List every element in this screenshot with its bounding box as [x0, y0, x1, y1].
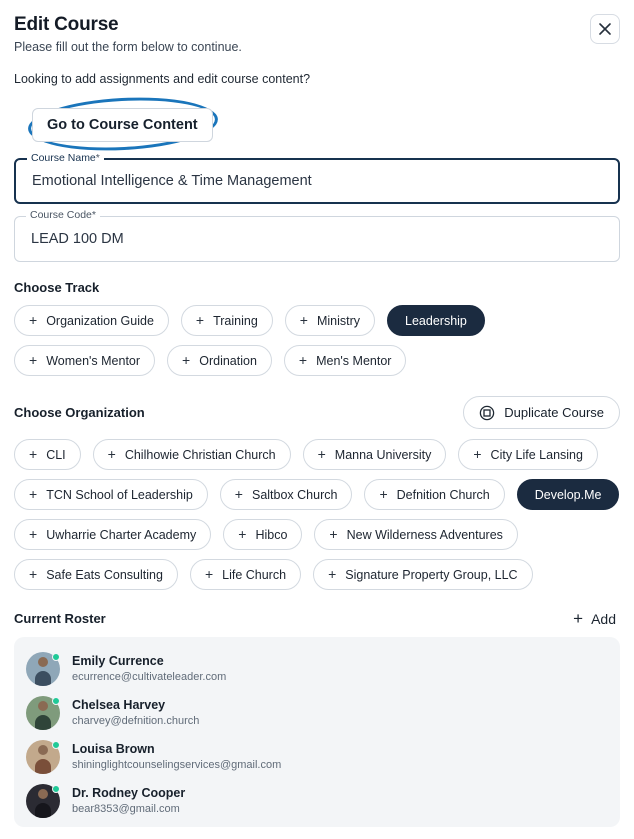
organization-chip[interactable]: [14, 559, 178, 590]
track-chip-label: Organization Guide: [46, 313, 154, 328]
page-subtitle: Please fill out the form below to continue.: [14, 40, 242, 54]
plus-icon: +: [298, 352, 308, 368]
course-content-prompt: Looking to add assignments and edit course content?: [14, 72, 311, 86]
roster-member-info: [72, 654, 226, 684]
plus-icon: +: [29, 352, 38, 368]
roster-member-email: charvey@defnition.church: [72, 714, 200, 727]
roster-member-info: [72, 786, 185, 816]
track-chip-label: Ministry: [316, 313, 361, 328]
plus-icon: +: [204, 566, 214, 582]
current-roster-heading: Current Roster: [14, 611, 106, 626]
duplicate-icon: [479, 405, 495, 421]
organization-chip-label: TCN School of Leadership: [46, 487, 193, 502]
track-chip[interactable]: [284, 345, 407, 376]
track-chip-label: Women's Mentor: [46, 353, 141, 368]
organization-chip[interactable]: [313, 559, 533, 590]
avatar: [26, 784, 60, 818]
organization-chip-label: Life Church: [222, 567, 287, 582]
plus-icon: +: [234, 486, 243, 502]
organization-chip-list: [14, 439, 620, 590]
plus-icon: +: [29, 312, 38, 328]
organization-chip-label: Signature Property Group, LLC: [345, 567, 518, 582]
course-code-label: Course Code*: [26, 210, 100, 221]
roster-member-row[interactable]: [26, 735, 608, 779]
plus-icon: +: [182, 352, 191, 368]
roster-member-row[interactable]: [26, 691, 608, 735]
choose-organization-heading: Choose Organization: [14, 405, 145, 420]
course-name-label: Course Name*: [27, 153, 104, 164]
organization-chip-label: Chilhowie Christian Church: [124, 447, 276, 462]
roster-member-name: Emily Currence: [72, 654, 164, 669]
page-title: Edit Course: [14, 14, 119, 35]
avatar: [26, 696, 60, 730]
plus-icon: +: [29, 486, 38, 502]
track-chip-label: Men's Mentor: [316, 353, 392, 368]
course-code-field[interactable]: [14, 209, 620, 262]
track-chip-label: Leadership: [405, 313, 467, 328]
plus-icon: +: [195, 312, 205, 328]
plus-icon: +: [379, 486, 388, 502]
duplicate-course-label: Duplicate Course: [504, 405, 604, 420]
roster-member-row[interactable]: [26, 647, 608, 691]
organization-chip[interactable]: [14, 519, 211, 550]
track-chip-label: Ordination: [199, 353, 257, 368]
roster-header-row: [14, 610, 620, 627]
organization-chip[interactable]: [14, 479, 208, 510]
add-roster-member-button[interactable]: [569, 610, 620, 627]
organization-chip[interactable]: [190, 559, 301, 590]
plus-icon: +: [29, 526, 38, 542]
organization-chip-label: Defnition Church: [396, 487, 490, 502]
add-label: Add: [591, 610, 616, 627]
roster-list[interactable]: [14, 637, 620, 827]
organization-chip[interactable]: [303, 439, 447, 470]
course-code-input[interactable]: [29, 230, 605, 248]
roster-member-email: shininglightcounselingservices@gmail.com: [72, 758, 282, 771]
plus-icon: +: [29, 566, 38, 582]
close-icon: [598, 22, 612, 36]
roster-member-row[interactable]: [26, 779, 608, 823]
organization-chip[interactable]: [517, 479, 620, 510]
plus-icon: +: [473, 446, 482, 462]
go-to-course-content-button[interactable]: Go to Course Content: [32, 108, 213, 142]
organization-chip-label: CLI: [46, 447, 66, 462]
track-chip[interactable]: [181, 305, 273, 336]
organization-chip[interactable]: [93, 439, 291, 470]
duplicate-course-button[interactable]: [463, 396, 620, 429]
roster-member-email: ecurrence@cultivateleader.com: [72, 670, 227, 683]
track-chip-list: [14, 305, 620, 376]
plus-icon: +: [29, 446, 38, 462]
organization-chip-label: Manna University: [334, 447, 432, 462]
close-button[interactable]: [590, 14, 620, 44]
roster-member-name: Dr. Rodney Cooper: [72, 786, 186, 801]
online-status-dot: [52, 741, 60, 749]
roster-member-name: Louisa Brown: [72, 742, 155, 757]
track-chip-label: Training: [213, 313, 258, 328]
plus-icon: +: [573, 609, 584, 628]
course-name-field[interactable]: [14, 152, 620, 204]
track-chip[interactable]: [14, 305, 169, 336]
online-status-dot: [52, 697, 60, 705]
organization-chip-label: Uwharrie Charter Academy: [46, 527, 197, 542]
avatar: [26, 740, 60, 774]
organization-chip[interactable]: [314, 519, 518, 550]
organization-chip-label: Develop.Me: [534, 487, 602, 502]
roster-member-info: [72, 698, 199, 728]
organization-chip[interactable]: [223, 519, 302, 550]
organization-chip[interactable]: [364, 479, 504, 510]
organization-chip-label: City Life Lansing: [490, 447, 583, 462]
roster-member-email: bear8353@gmail.com: [72, 802, 180, 815]
organization-chip[interactable]: [14, 439, 81, 470]
plus-icon: +: [329, 526, 338, 542]
organization-chip-label: Hibco: [255, 527, 288, 542]
track-chip[interactable]: [387, 305, 485, 336]
plus-icon: +: [317, 446, 326, 462]
go-to-course-content-area: [14, 96, 620, 152]
plus-icon: +: [107, 446, 116, 462]
organization-chip-label: Safe Eats Consulting: [46, 567, 163, 582]
track-chip[interactable]: [167, 345, 272, 376]
organization-header-row: [14, 396, 620, 429]
organization-chip[interactable]: [220, 479, 353, 510]
plus-icon: +: [299, 312, 308, 328]
avatar: [26, 652, 60, 686]
course-name-input[interactable]: [30, 172, 604, 190]
choose-track-heading: Choose Track: [14, 280, 100, 295]
roster-member-info: [72, 742, 281, 772]
roster-member-name: Chelsea Harvey: [72, 698, 166, 713]
online-status-dot: [52, 653, 60, 661]
organization-chip-label: New Wilderness Adventures: [346, 527, 503, 542]
plus-icon: +: [238, 526, 247, 542]
track-chip[interactable]: [285, 305, 375, 336]
organization-chip[interactable]: [458, 439, 598, 470]
plus-icon: +: [328, 566, 337, 582]
organization-chip-label: Saltbox Church: [251, 487, 338, 502]
track-chip[interactable]: [14, 345, 155, 376]
online-status-dot: [52, 785, 60, 793]
